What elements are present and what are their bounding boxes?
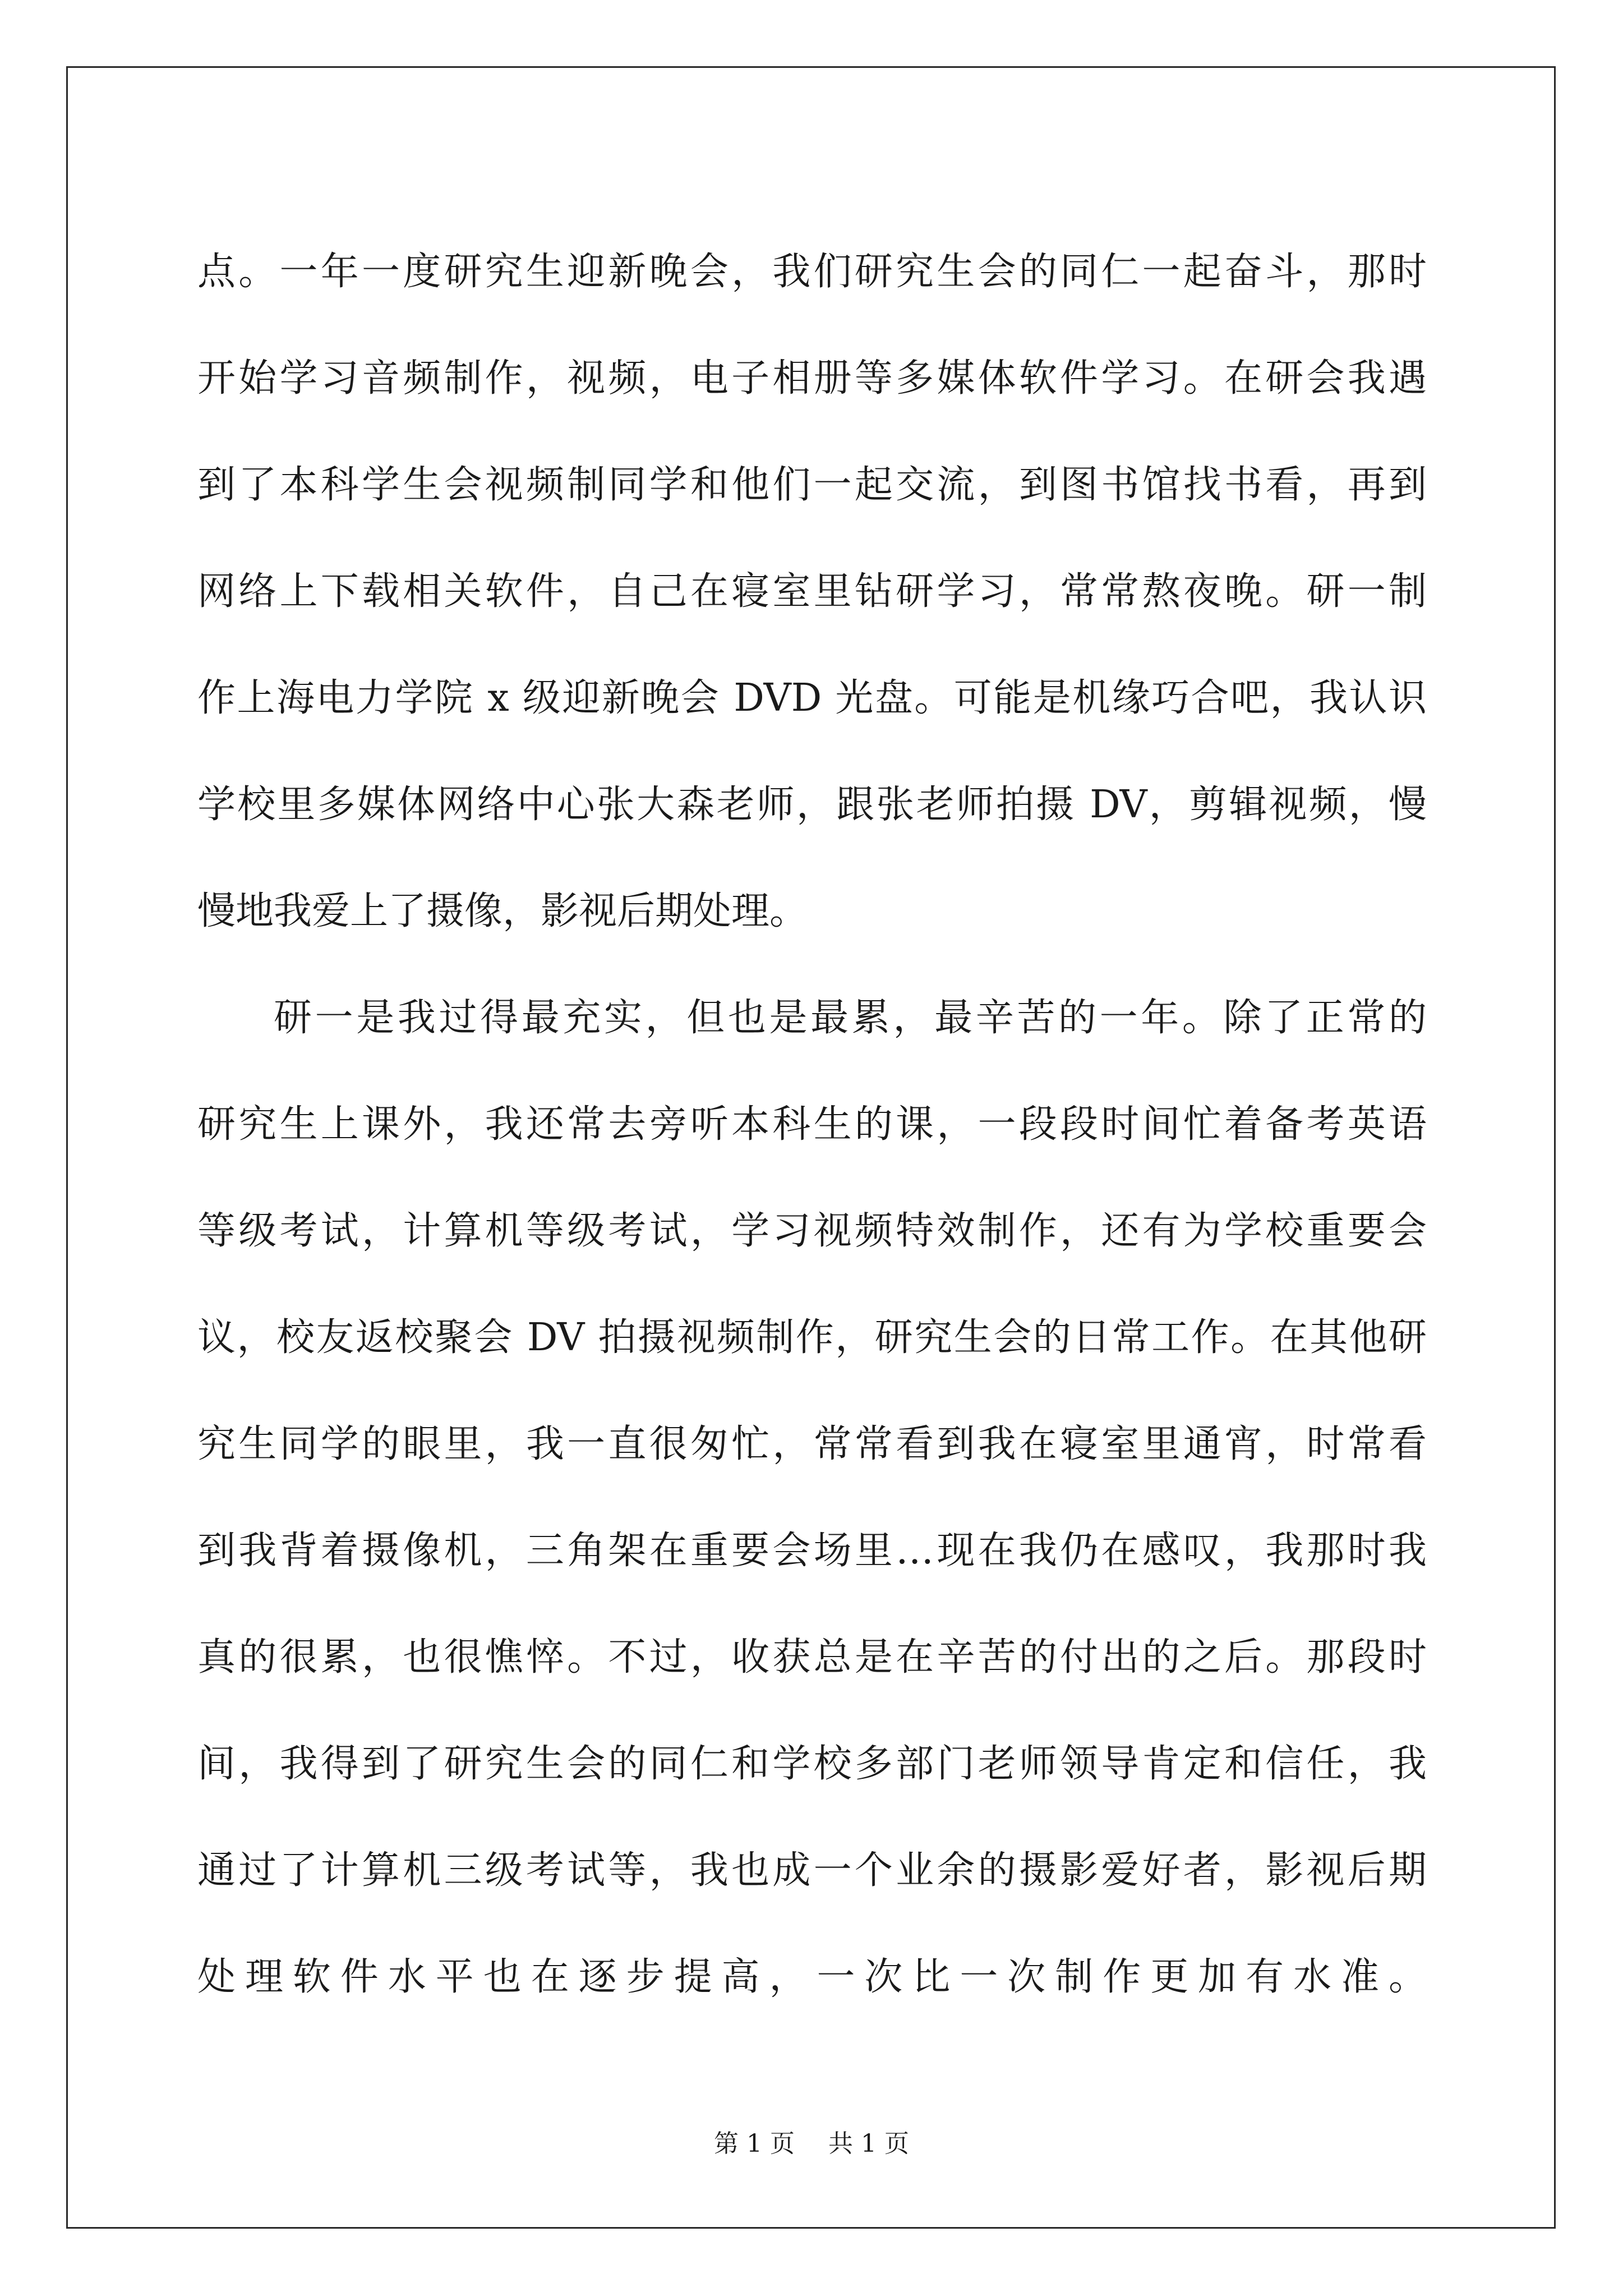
text-line: 议，校友返校聚会 DV 拍摄视频制作，研究生会的日常工作。在其他研 — [197, 1315, 1427, 1360]
paragraph-2 — [197, 965, 1427, 2031]
page-footer — [0, 2123, 1623, 2159]
text-line: 处理软件水平也在逐步提高，一次比一次制作更加有水准。 — [197, 1955, 1427, 1999]
text-line: 研一是我过得最充实，但也是最累，最辛苦的一年。除了正常的 — [274, 996, 1427, 1040]
text-line: 到我背着摄像机，三角架在重要会场里…现在我仍在感叹，我那时我 — [197, 1529, 1427, 1573]
text-line: 研究生上课外，我还常去旁听本科生的课，一段段时间忙着备考英语 — [197, 1102, 1427, 1147]
text-line: 慢地我爱上了摄像，影视后期处理。 — [197, 889, 808, 933]
paragraph-1 — [197, 219, 1427, 965]
text-line: 学校里多媒体网络中心张大森老师，跟张老师拍摄 DV，剪辑视频，慢 — [197, 783, 1427, 827]
text-line: 等级考试，计算机等级考试，学习视频特效制作，还有为学校重要会 — [197, 1209, 1427, 1253]
text-line: 开始学习音频制作，视频，电子相册等多媒体软件学习。在研会我遇 — [197, 356, 1427, 401]
text-line: 间，我得到了研究生会的同仁和学校多部门老师领导肯定和信任，我 — [197, 1742, 1427, 1786]
text-line: 点。一年一度研究生迎新晚会，我们研究生会的同仁一起奋斗，那时 — [197, 250, 1427, 294]
page-total: 共 1 页 — [828, 2129, 909, 2158]
text-line: 究生同学的眼里，我一直很匆忙，常常看到我在寝室里通宵，时常看 — [197, 1422, 1427, 1466]
page-number: 第 1 页 — [714, 2129, 795, 2158]
text-line: 到了本科学生会视频制同学和他们一起交流，到图书馆找书看，再到 — [197, 463, 1427, 507]
text-line: 真的很累，也很憔悴。不过，收获总是在辛苦的付出的之后。那段时 — [197, 1635, 1427, 1680]
text-line: 作上海电力学院 x 级迎新晚会 DVD 光盘。可能是机缘巧合吧，我认识 — [197, 676, 1427, 720]
text-line: 网络上下载相关软件，自己在寝室里钻研学习，常常熬夜晚。研一制 — [197, 569, 1427, 614]
document-body — [197, 219, 1427, 2031]
text-line: 通过了计算机三级考试等，我也成一个业余的摄影爱好者，影视后期 — [197, 1848, 1427, 1893]
